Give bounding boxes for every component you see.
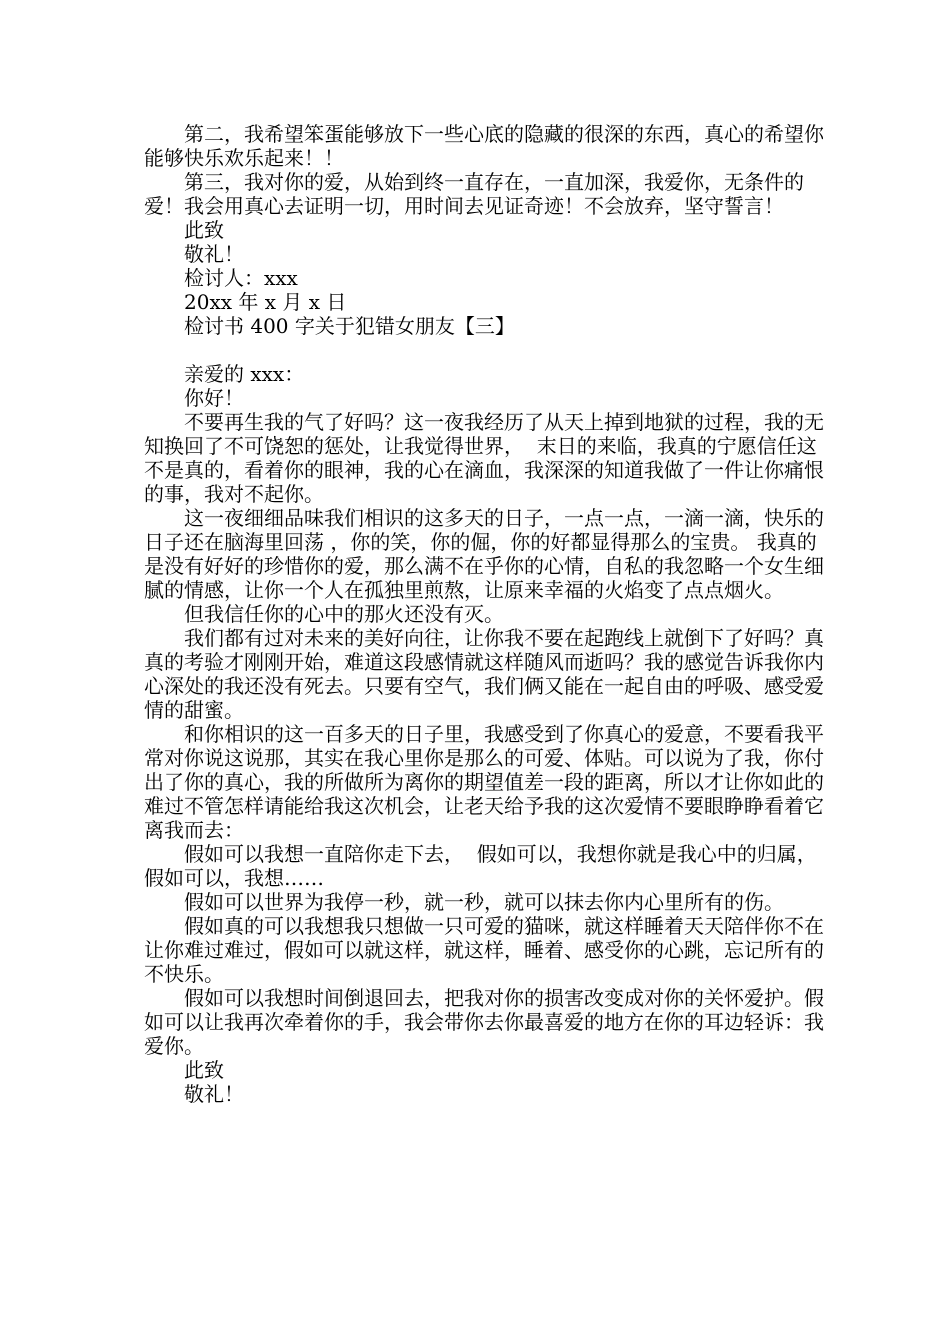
closing-salute: 此致 — [184, 1058, 224, 1082]
paragraph: 不要再生我的气了好吗？这一夜我经历了从天上掉到地狱的过程，我的无知换回了不可饶恕的惩处，让我觉得世界， 末日的来临，我真的宁愿信任这不是真的，看着你的眼神，我的心在滴血，我深深的知道我做了一件让你痛恨的事，我对不起你。 — [144, 410, 824, 506]
paragraph: 假如真的可以我想我只想做一只可爱的猫咪，就这样睡着天天陪伴你不在让你难过难过，假如可以就这样，就这样，睡着、感受你的心跳，忘记所有的不快乐。 — [144, 914, 824, 986]
paragraph: 假如可以世界为我停一秒，就一秒，就可以抹去你内心里所有的伤。 — [184, 890, 784, 914]
signer-line: 检讨人：xxx — [184, 266, 298, 290]
paragraph: 假如可以我想一直陪你走下去， 假如可以，我想你就是我心中的归属，假如可以，我想…… — [144, 842, 817, 890]
closing-salute: 此致 — [184, 218, 224, 242]
date-line: 20xx 年 x 月 x 日 — [184, 290, 347, 314]
paragraph: 这一夜细细品味我们相识的这多天的日子，一点一点，一滴一滴，快乐的日子还在脑海里回荡 ，你的笑，你的倔，你的好都显得那么的宝贵。 我真的是没有好好的珍惜你的爱，那么满不在乎你的心情，自私的我忽略一个女生细腻的情感，让你一个人在孤独里煎熬，让原来幸福的火焰变了点点烟火。 — [144, 506, 824, 602]
paragraph: 第三，我对你的爱，从始到终一直存在，一直加深，我爱你，无条件的爱！我会用真心去证明一切，用时间去见证奇迹！不会放弃，坚守誓言！ — [144, 170, 804, 218]
blank-line — [144, 338, 824, 362]
section-title: 检讨书 400 字关于犯错女朋友【三】 — [184, 314, 515, 338]
paragraph: 但我信任你的心中的那火还没有灭。 — [184, 602, 504, 626]
paragraph: 我们都有过对未来的美好向往，让你我不要在起跑线上就倒下了好吗？真真的考验才刚刚开始，难道这段感情就这样随风而逝吗？我的感觉告诉我你内心深处的我还没有死去。只要有空气，我们俩又能在一起自由的呼吸、感受爱情的甜蜜。 — [144, 626, 824, 722]
greeting-addressee: 亲爱的 xxx： — [184, 362, 305, 386]
document-body — [144, 122, 824, 1106]
greeting-hello: 你好！ — [184, 386, 244, 410]
paragraph: 和你相识的这一百多天的日子里，我感受到了你真心的爱意，不要看我平常对你说这说那，其实在我心里你是那么的可爱、体贴。可以说为了我，你付出了你的真心，我的所做所为离你的期望值差一段的距离，所以才让你如此的难过不管怎样请能给我这次机会，让老天给予我的这次爱情不要眼睁睁看着它离我而去： — [144, 722, 824, 842]
closing-respect: 敬礼！ — [184, 242, 244, 266]
closing-respect: 敬礼！ — [184, 1082, 244, 1106]
paragraph: 假如可以我想时间倒退回去，把我对你的损害改变成对你的关怀爱护。假如可以让我再次牵着你的手，我会带你去你最喜爱的地方在你的耳边轻诉：我爱你。 — [144, 986, 824, 1058]
paragraph: 第二，我希望笨蛋能够放下一些心底的隐藏的很深的东西，真心的希望你能够快乐欢乐起来！！ — [144, 122, 824, 170]
